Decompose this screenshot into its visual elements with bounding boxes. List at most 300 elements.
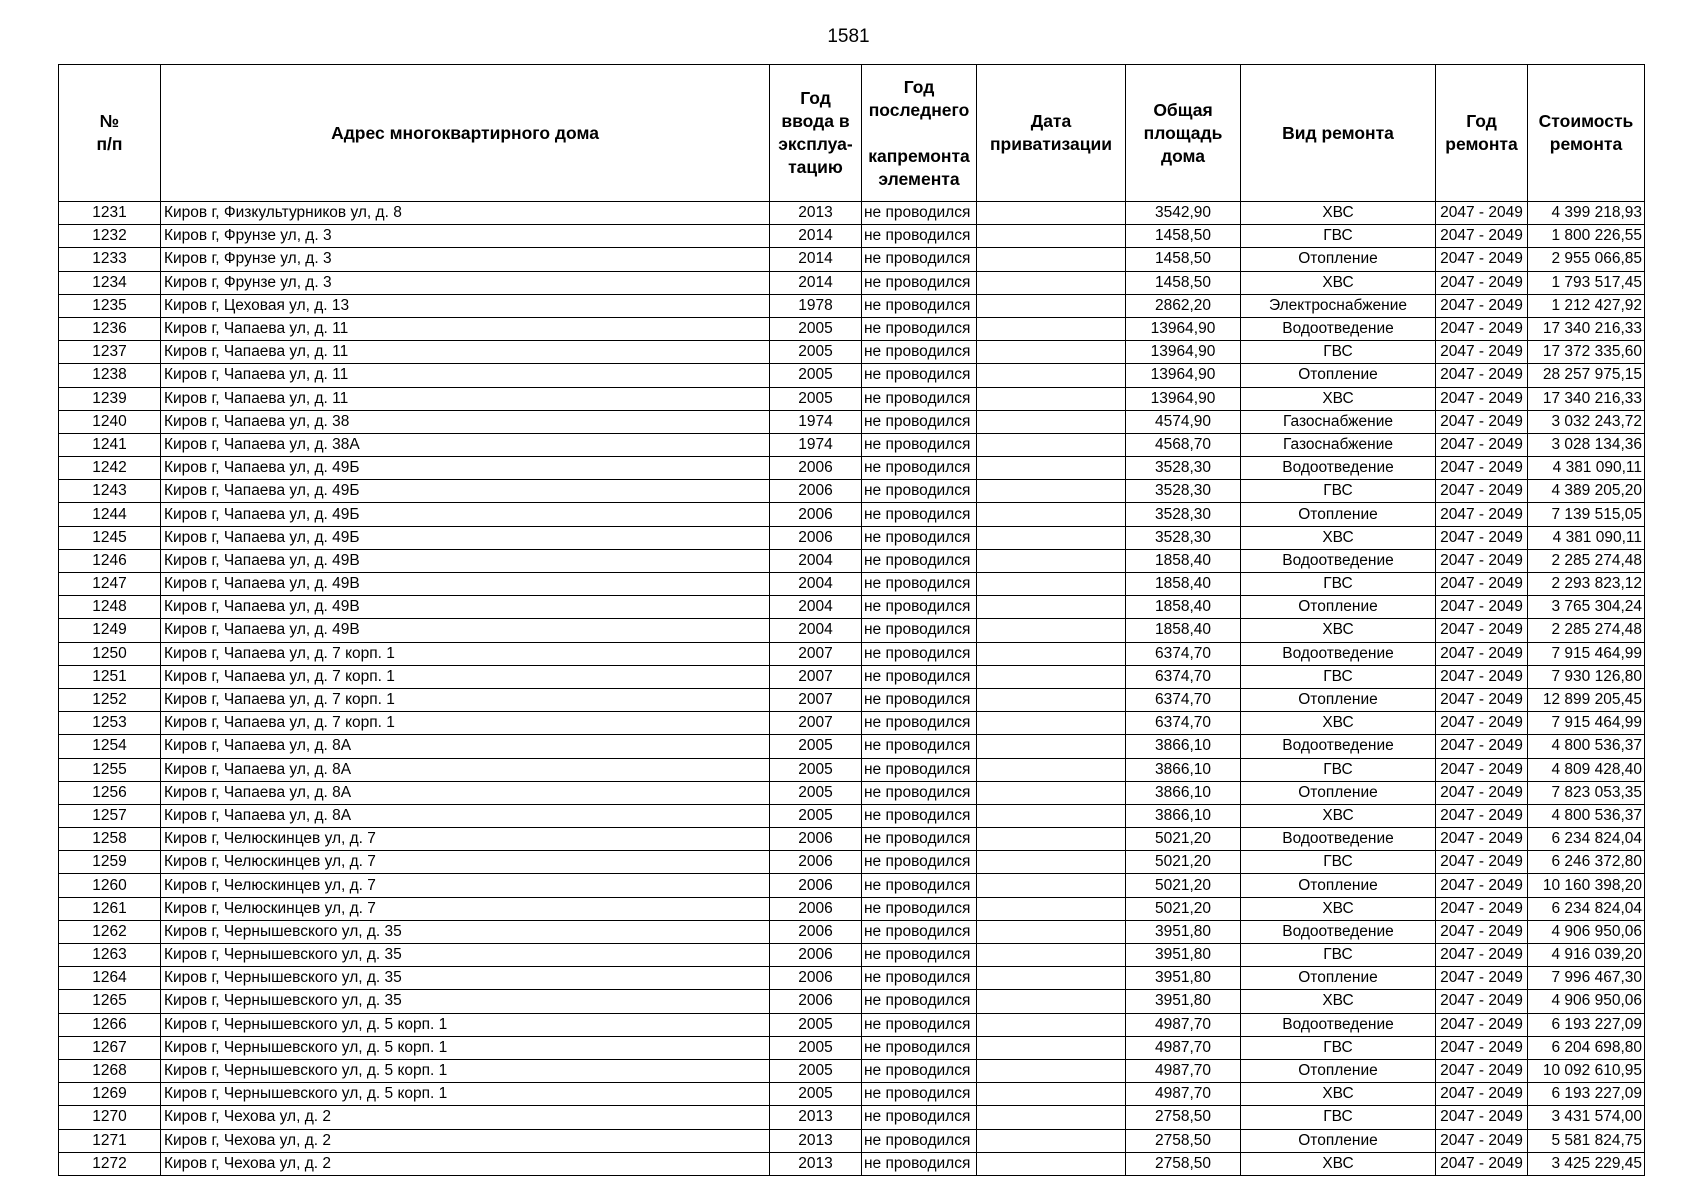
cell-privatization: [977, 897, 1126, 920]
cell-privatization: [977, 317, 1126, 340]
cell-address: Киров г, Чапаева ул, д. 11: [161, 341, 770, 364]
cell-num: 1240: [59, 410, 161, 433]
cell-last-repair: не проводился: [862, 410, 977, 433]
cell-cost: 28 257 975,15: [1528, 364, 1645, 387]
cell-repair-type: ХВС: [1241, 1083, 1436, 1106]
cell-year-built: 2006: [770, 967, 862, 990]
cell-last-repair: не проводился: [862, 364, 977, 387]
cell-num: 1266: [59, 1013, 161, 1036]
cell-year-built: 2005: [770, 1036, 862, 1059]
cell-cost: 4 906 950,06: [1528, 990, 1645, 1013]
cell-area: 13964,90: [1126, 341, 1241, 364]
cell-last-repair: не проводился: [862, 990, 977, 1013]
cell-repair-type: ХВС: [1241, 202, 1436, 225]
cell-num: 1237: [59, 341, 161, 364]
table-row: [59, 897, 1645, 920]
cell-privatization: [977, 712, 1126, 735]
cell-last-repair: не проводился: [862, 294, 977, 317]
cell-repair-year: 2047 - 2049: [1436, 804, 1528, 827]
cell-cost: 17 372 335,60: [1528, 341, 1645, 364]
cell-privatization: [977, 526, 1126, 549]
header-address: Адрес многоквартирного дома: [161, 65, 770, 202]
table-row: [59, 828, 1645, 851]
cell-last-repair: не проводился: [862, 248, 977, 271]
cell-area: 3866,10: [1126, 781, 1241, 804]
cell-num: 1259: [59, 851, 161, 874]
cell-repair-type: Водоотведение: [1241, 549, 1436, 572]
cell-cost: 17 340 216,33: [1528, 387, 1645, 410]
cell-repair-type: Отопление: [1241, 364, 1436, 387]
cell-last-repair: не проводился: [862, 596, 977, 619]
cell-cost: 3 765 304,24: [1528, 596, 1645, 619]
cell-last-repair: не проводился: [862, 503, 977, 526]
table-row: [59, 1152, 1645, 1175]
cell-num: 1232: [59, 225, 161, 248]
cell-cost: 2 285 274,48: [1528, 549, 1645, 572]
cell-repair-type: ГВС: [1241, 480, 1436, 503]
cell-num: 1233: [59, 248, 161, 271]
cell-num: 1270: [59, 1106, 161, 1129]
cell-address: Киров г, Челюскинцев ул, д. 7: [161, 828, 770, 851]
cell-repair-type: ХВС: [1241, 804, 1436, 827]
table-row: [59, 874, 1645, 897]
header-repair-year: Год ремонта: [1436, 65, 1528, 202]
cell-area: 13964,90: [1126, 387, 1241, 410]
cell-area: 6374,70: [1126, 688, 1241, 711]
cell-cost: 2 955 066,85: [1528, 248, 1645, 271]
cell-area: 3866,10: [1126, 804, 1241, 827]
cell-area: 2758,50: [1126, 1129, 1241, 1152]
cell-area: 4987,70: [1126, 1036, 1241, 1059]
cell-num: 1271: [59, 1129, 161, 1152]
table-row: [59, 549, 1645, 572]
cell-repair-year: 2047 - 2049: [1436, 920, 1528, 943]
cell-cost: 10 092 610,95: [1528, 1059, 1645, 1082]
cell-last-repair: не проводился: [862, 480, 977, 503]
cell-repair-type: ХВС: [1241, 990, 1436, 1013]
cell-address: Киров г, Чапаева ул, д. 8А: [161, 804, 770, 827]
cell-year-built: 2005: [770, 364, 862, 387]
cell-year-built: 2005: [770, 1013, 862, 1036]
table-row: [59, 410, 1645, 433]
cell-num: 1262: [59, 920, 161, 943]
table-row: [59, 804, 1645, 827]
cell-num: 1257: [59, 804, 161, 827]
cell-repair-year: 2047 - 2049: [1436, 596, 1528, 619]
cell-num: 1267: [59, 1036, 161, 1059]
cell-num: 1253: [59, 712, 161, 735]
cell-repair-year: 2047 - 2049: [1436, 341, 1528, 364]
cell-area: 3528,30: [1126, 480, 1241, 503]
cell-privatization: [977, 1036, 1126, 1059]
cell-address: Киров г, Фрунзе ул, д. 3: [161, 271, 770, 294]
cell-repair-year: 2047 - 2049: [1436, 1083, 1528, 1106]
cell-year-built: 2007: [770, 665, 862, 688]
table-row: [59, 758, 1645, 781]
cell-address: Киров г, Цеховая ул, д. 13: [161, 294, 770, 317]
cell-num: 1246: [59, 549, 161, 572]
cell-privatization: [977, 457, 1126, 480]
cell-num: 1231: [59, 202, 161, 225]
cell-cost: 10 160 398,20: [1528, 874, 1645, 897]
cell-num: 1251: [59, 665, 161, 688]
cell-address: Киров г, Чапаева ул, д. 7 корп. 1: [161, 665, 770, 688]
cell-area: 5021,20: [1126, 897, 1241, 920]
cell-year-built: 2013: [770, 1106, 862, 1129]
cell-repair-type: ХВС: [1241, 526, 1436, 549]
cell-repair-type: ХВС: [1241, 712, 1436, 735]
cell-num: 1248: [59, 596, 161, 619]
cell-year-built: 2006: [770, 851, 862, 874]
cell-address: Киров г, Чехова ул, д. 2: [161, 1129, 770, 1152]
cell-cost: 6 234 824,04: [1528, 828, 1645, 851]
table-row: [59, 225, 1645, 248]
cell-cost: 4 906 950,06: [1528, 920, 1645, 943]
cell-repair-type: Отопление: [1241, 1129, 1436, 1152]
cell-area: 6374,70: [1126, 712, 1241, 735]
cell-num: 1242: [59, 457, 161, 480]
cell-address: Киров г, Чернышевского ул, д. 5 корп. 1: [161, 1036, 770, 1059]
cell-repair-type: ГВС: [1241, 1036, 1436, 1059]
cell-repair-year: 2047 - 2049: [1436, 271, 1528, 294]
cell-address: Киров г, Чернышевского ул, д. 5 корп. 1: [161, 1059, 770, 1082]
cell-area: 1858,40: [1126, 573, 1241, 596]
cell-year-built: 2006: [770, 897, 862, 920]
cell-repair-type: ХВС: [1241, 387, 1436, 410]
table-row: [59, 665, 1645, 688]
table-row: [59, 967, 1645, 990]
cell-area: 2862,20: [1126, 294, 1241, 317]
cell-repair-year: 2047 - 2049: [1436, 549, 1528, 572]
cell-repair-year: 2047 - 2049: [1436, 758, 1528, 781]
table-row: [59, 1036, 1645, 1059]
cell-last-repair: не проводился: [862, 1106, 977, 1129]
cell-address: Киров г, Чапаева ул, д. 49Б: [161, 526, 770, 549]
cell-cost: 4 800 536,37: [1528, 735, 1645, 758]
cell-address: Киров г, Физкультурников ул, д. 8: [161, 202, 770, 225]
header-area: Общая площадь дома: [1126, 65, 1241, 202]
cell-last-repair: не проводился: [862, 874, 977, 897]
cell-privatization: [977, 271, 1126, 294]
cell-last-repair: не проводился: [862, 433, 977, 456]
cell-num: 1265: [59, 990, 161, 1013]
table-row: [59, 642, 1645, 665]
cell-repair-type: Отопление: [1241, 1059, 1436, 1082]
cell-repair-year: 2047 - 2049: [1436, 990, 1528, 1013]
table-row: [59, 387, 1645, 410]
cell-last-repair: не проводился: [862, 271, 977, 294]
cell-repair-type: ГВС: [1241, 851, 1436, 874]
cell-last-repair: не проводился: [862, 1152, 977, 1175]
cell-repair-year: 2047 - 2049: [1436, 480, 1528, 503]
cell-num: 1239: [59, 387, 161, 410]
table-body: [59, 202, 1645, 1176]
cell-repair-type: Газоснабжение: [1241, 433, 1436, 456]
table-row: [59, 341, 1645, 364]
cell-address: Киров г, Чехова ул, д. 2: [161, 1106, 770, 1129]
cell-repair-year: 2047 - 2049: [1436, 433, 1528, 456]
cell-privatization: [977, 920, 1126, 943]
cell-area: 4987,70: [1126, 1059, 1241, 1082]
cell-cost: 4 916 039,20: [1528, 944, 1645, 967]
cell-repair-type: ГВС: [1241, 758, 1436, 781]
cell-area: 2758,50: [1126, 1106, 1241, 1129]
cell-num: 1260: [59, 874, 161, 897]
cell-last-repair: не проводился: [862, 804, 977, 827]
cell-area: 3951,80: [1126, 920, 1241, 943]
cell-repair-year: 2047 - 2049: [1436, 1152, 1528, 1175]
cell-num: 1249: [59, 619, 161, 642]
cell-address: Киров г, Чапаева ул, д. 11: [161, 364, 770, 387]
cell-cost: 12 899 205,45: [1528, 688, 1645, 711]
cell-cost: 4 800 536,37: [1528, 804, 1645, 827]
cell-repair-year: 2047 - 2049: [1436, 1059, 1528, 1082]
cell-last-repair: не проводился: [862, 619, 977, 642]
cell-area: 1458,50: [1126, 248, 1241, 271]
cell-area: 6374,70: [1126, 665, 1241, 688]
cell-year-built: 2005: [770, 341, 862, 364]
header-repair-type: Вид ремонта: [1241, 65, 1436, 202]
cell-privatization: [977, 804, 1126, 827]
header-row: [59, 65, 1645, 202]
cell-last-repair: не проводился: [862, 642, 977, 665]
table-row: [59, 1129, 1645, 1152]
cell-address: Киров г, Чапаева ул, д. 49Б: [161, 480, 770, 503]
cell-year-built: 2013: [770, 202, 862, 225]
cell-repair-type: ХВС: [1241, 619, 1436, 642]
table-row: [59, 294, 1645, 317]
cell-repair-year: 2047 - 2049: [1436, 294, 1528, 317]
cell-num: 1245: [59, 526, 161, 549]
cell-repair-type: ХВС: [1241, 1152, 1436, 1175]
cell-cost: 4 399 218,93: [1528, 202, 1645, 225]
cell-year-built: 2013: [770, 1152, 862, 1175]
table-row: [59, 457, 1645, 480]
cell-address: Киров г, Чехова ул, д. 2: [161, 1152, 770, 1175]
cell-address: Киров г, Челюскинцев ул, д. 7: [161, 851, 770, 874]
cell-privatization: [977, 735, 1126, 758]
cell-num: 1264: [59, 967, 161, 990]
cell-privatization: [977, 1106, 1126, 1129]
cell-privatization: [977, 1083, 1126, 1106]
cell-cost: 6 246 372,80: [1528, 851, 1645, 874]
cell-last-repair: не проводился: [862, 920, 977, 943]
cell-area: 13964,90: [1126, 317, 1241, 340]
cell-repair-type: Отопление: [1241, 874, 1436, 897]
cell-repair-year: 2047 - 2049: [1436, 665, 1528, 688]
cell-repair-year: 2047 - 2049: [1436, 317, 1528, 340]
cell-year-built: 1974: [770, 433, 862, 456]
cell-repair-type: Электроснабжение: [1241, 294, 1436, 317]
table-row: [59, 364, 1645, 387]
cell-cost: 7 823 053,35: [1528, 781, 1645, 804]
cell-cost: 2 293 823,12: [1528, 573, 1645, 596]
cell-num: 1243: [59, 480, 161, 503]
cell-num: 1261: [59, 897, 161, 920]
cell-address: Киров г, Чапаева ул, д. 11: [161, 387, 770, 410]
cell-year-built: 2005: [770, 758, 862, 781]
cell-last-repair: не проводился: [862, 1059, 977, 1082]
cell-address: Киров г, Чапаева ул, д. 7 корп. 1: [161, 688, 770, 711]
header-num: № п/п: [59, 65, 161, 202]
cell-repair-year: 2047 - 2049: [1436, 874, 1528, 897]
cell-repair-year: 2047 - 2049: [1436, 619, 1528, 642]
cell-last-repair: не проводился: [862, 967, 977, 990]
cell-cost: 1 800 226,55: [1528, 225, 1645, 248]
cell-year-built: 2004: [770, 573, 862, 596]
cell-repair-type: ГВС: [1241, 573, 1436, 596]
cell-address: Киров г, Фрунзе ул, д. 3: [161, 225, 770, 248]
cell-privatization: [977, 480, 1126, 503]
table-row: [59, 781, 1645, 804]
cell-repair-year: 2047 - 2049: [1436, 688, 1528, 711]
cell-repair-year: 2047 - 2049: [1436, 248, 1528, 271]
cell-address: Киров г, Челюскинцев ул, д. 7: [161, 897, 770, 920]
cell-privatization: [977, 503, 1126, 526]
table-row: [59, 1059, 1645, 1082]
cell-privatization: [977, 642, 1126, 665]
cell-last-repair: не проводился: [862, 317, 977, 340]
cell-area: 1858,40: [1126, 596, 1241, 619]
cell-year-built: 2004: [770, 619, 862, 642]
header-last-repair: Год последнего капремонта элемента: [862, 65, 977, 202]
cell-repair-type: ХВС: [1241, 897, 1436, 920]
cell-repair-year: 2047 - 2049: [1436, 1106, 1528, 1129]
cell-address: Киров г, Чапаева ул, д. 7 корп. 1: [161, 712, 770, 735]
cell-year-built: 2006: [770, 503, 862, 526]
cell-cost: 6 193 227,09: [1528, 1083, 1645, 1106]
cell-year-built: 2006: [770, 480, 862, 503]
cell-year-built: 2013: [770, 1129, 862, 1152]
cell-last-repair: не проводился: [862, 526, 977, 549]
cell-cost: 4 809 428,40: [1528, 758, 1645, 781]
cell-year-built: 2004: [770, 549, 862, 572]
table-row: [59, 1013, 1645, 1036]
cell-cost: 1 793 517,45: [1528, 271, 1645, 294]
cell-area: 3866,10: [1126, 758, 1241, 781]
cell-last-repair: не проводился: [862, 781, 977, 804]
cell-last-repair: не проводился: [862, 202, 977, 225]
cell-repair-type: ГВС: [1241, 341, 1436, 364]
cell-repair-year: 2047 - 2049: [1436, 1129, 1528, 1152]
cell-address: Киров г, Чапаева ул, д. 11: [161, 317, 770, 340]
cell-repair-type: Отопление: [1241, 967, 1436, 990]
cell-address: Киров г, Чапаева ул, д. 49В: [161, 596, 770, 619]
table-row: [59, 503, 1645, 526]
cell-cost: 4 381 090,11: [1528, 457, 1645, 480]
table-row: [59, 271, 1645, 294]
cell-area: 5021,20: [1126, 828, 1241, 851]
cell-privatization: [977, 549, 1126, 572]
cell-last-repair: не проводился: [862, 712, 977, 735]
cell-year-built: 2006: [770, 874, 862, 897]
cell-year-built: 2005: [770, 1083, 862, 1106]
cell-repair-type: Газоснабжение: [1241, 410, 1436, 433]
cell-year-built: 1978: [770, 294, 862, 317]
table-row: [59, 480, 1645, 503]
cell-repair-year: 2047 - 2049: [1436, 526, 1528, 549]
cell-address: Киров г, Чапаева ул, д. 49В: [161, 573, 770, 596]
cell-year-built: 2006: [770, 944, 862, 967]
cell-num: 1254: [59, 735, 161, 758]
cell-last-repair: не проводился: [862, 758, 977, 781]
cell-privatization: [977, 874, 1126, 897]
cell-repair-type: Отопление: [1241, 248, 1436, 271]
cell-repair-year: 2047 - 2049: [1436, 944, 1528, 967]
cell-cost: 7 930 126,80: [1528, 665, 1645, 688]
cell-year-built: 1974: [770, 410, 862, 433]
cell-repair-year: 2047 - 2049: [1436, 642, 1528, 665]
cell-last-repair: не проводился: [862, 828, 977, 851]
cell-area: 4987,70: [1126, 1083, 1241, 1106]
cell-num: 1238: [59, 364, 161, 387]
cell-num: 1263: [59, 944, 161, 967]
cell-repair-type: Отопление: [1241, 688, 1436, 711]
cell-area: 3951,80: [1126, 990, 1241, 1013]
cell-last-repair: не проводился: [862, 897, 977, 920]
cell-privatization: [977, 990, 1126, 1013]
cell-last-repair: не проводился: [862, 549, 977, 572]
cell-cost: 4 381 090,11: [1528, 526, 1645, 549]
header-year-built: Год ввода в эксплуа- тацию: [770, 65, 862, 202]
cell-cost: 2 285 274,48: [1528, 619, 1645, 642]
cell-repair-type: Водоотведение: [1241, 457, 1436, 480]
cell-area: 1458,50: [1126, 271, 1241, 294]
cell-address: Киров г, Чапаева ул, д. 38: [161, 410, 770, 433]
cell-num: 1255: [59, 758, 161, 781]
cell-last-repair: не проводился: [862, 1083, 977, 1106]
cell-last-repair: не проводился: [862, 457, 977, 480]
cell-year-built: 2014: [770, 225, 862, 248]
cell-num: 1241: [59, 433, 161, 456]
cell-last-repair: не проводился: [862, 1013, 977, 1036]
cell-year-built: 2006: [770, 920, 862, 943]
cell-num: 1258: [59, 828, 161, 851]
cell-repair-type: ГВС: [1241, 665, 1436, 688]
cell-privatization: [977, 1152, 1126, 1175]
cell-last-repair: не проводился: [862, 573, 977, 596]
cell-num: 1252: [59, 688, 161, 711]
cell-area: 3951,80: [1126, 967, 1241, 990]
cell-area: 5021,20: [1126, 851, 1241, 874]
cell-repair-year: 2047 - 2049: [1436, 851, 1528, 874]
cell-repair-year: 2047 - 2049: [1436, 735, 1528, 758]
cell-privatization: [977, 1059, 1126, 1082]
cell-repair-year: 2047 - 2049: [1436, 1036, 1528, 1059]
cell-year-built: 2007: [770, 712, 862, 735]
cell-area: 4574,90: [1126, 410, 1241, 433]
cell-year-built: 2005: [770, 317, 862, 340]
cell-cost: 17 340 216,33: [1528, 317, 1645, 340]
cell-year-built: 2005: [770, 781, 862, 804]
cell-cost: 7 996 467,30: [1528, 967, 1645, 990]
cell-privatization: [977, 665, 1126, 688]
cell-area: 3528,30: [1126, 526, 1241, 549]
cell-cost: 7 139 515,05: [1528, 503, 1645, 526]
cell-privatization: [977, 967, 1126, 990]
cell-area: 13964,90: [1126, 364, 1241, 387]
cell-repair-year: 2047 - 2049: [1436, 781, 1528, 804]
cell-num: 1272: [59, 1152, 161, 1175]
cell-num: 1235: [59, 294, 161, 317]
cell-privatization: [977, 758, 1126, 781]
cell-address: Киров г, Чернышевского ул, д. 5 корп. 1: [161, 1083, 770, 1106]
cell-area: 3951,80: [1126, 944, 1241, 967]
cell-cost: 1 212 427,92: [1528, 294, 1645, 317]
cell-address: Киров г, Чапаева ул, д. 49Б: [161, 503, 770, 526]
cell-cost: 5 581 824,75: [1528, 1129, 1645, 1152]
table-row: [59, 596, 1645, 619]
